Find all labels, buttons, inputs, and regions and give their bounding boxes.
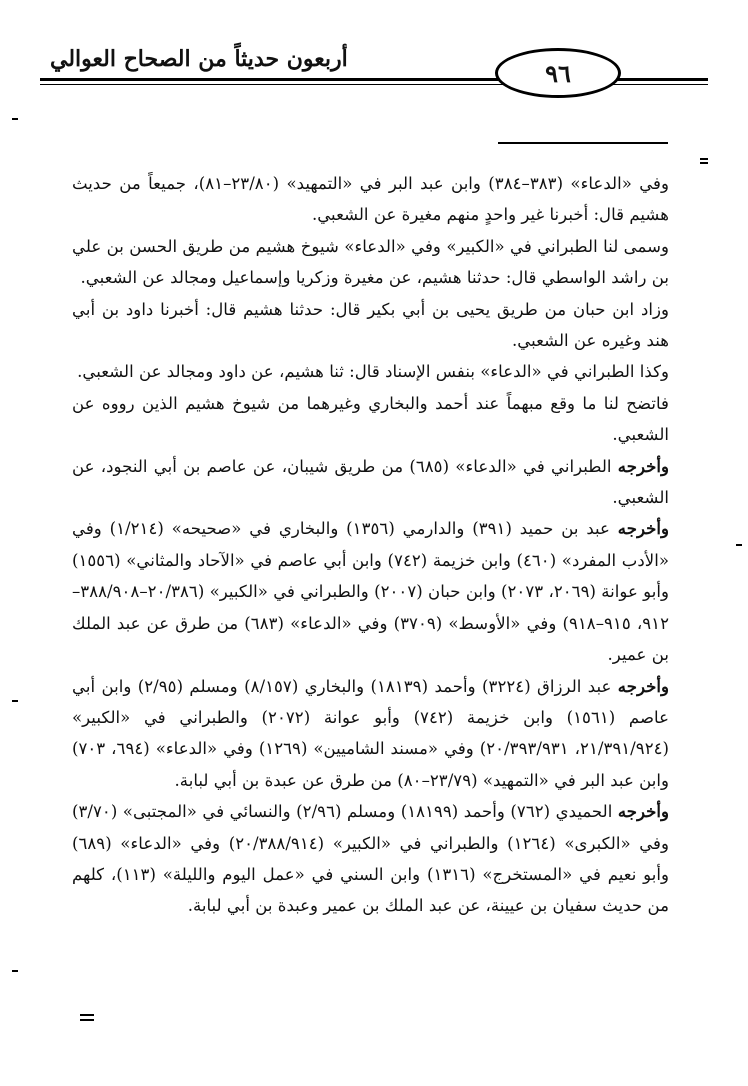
paragraph — [72, 513, 669, 670]
paragraph — [72, 356, 669, 387]
paragraph-text: وفي «الدعاء» (٣٨٣–٣٨٤) وابن عبد البر في «التمهيد» (٢٣/٨٠–٨١)، جميعاً من حديث هشيم قال: أخبرنا غير واحدٍ منهم مغيرة عن الشعبي. — [72, 174, 669, 225]
edge-mark — [700, 162, 708, 164]
paragraph-text: الطبراني في «الدعاء» (٦٨٥) من طريق شيبان، عن عاصم بن أبي النجود، عن الشعبي. — [72, 456, 669, 508]
paragraph-text: فاتضح لنا ما وقع مبهماً عند أحمد والبخاري وغيرهما من شيوخ هشيم الذين رووه عن الشعبي. — [72, 393, 669, 445]
paragraph — [72, 388, 669, 451]
paragraph-lead: وأخرجه — [617, 801, 670, 822]
paragraph — [72, 168, 669, 231]
paragraph-text: الحميدي (٧٦٢) وأحمد (١٨١٩٩) ومسلم (٢/٩٦) والنسائي في «المجتبى» (٣/٧٠) وفي «الكبرى» (١٢٦٤) والطبراني في «الكبير» (٢٠/٣٨٨/٩١٤) وفي «الدعاء» (٦٨٩) وأبو نعيم في «المستخرج» (١٣١٦) وابن السني في «عمل اليوم والليلة» (١١٣)، كلهم من حديث سفيان بن عيينة، عن عبد الملك بن عمير وعبدة بن أبي لبابة. — [72, 802, 669, 916]
paragraph — [72, 451, 669, 514]
section-separator — [498, 142, 668, 144]
paragraph-text: وسمى لنا الطبراني في «الكبير» وفي «الدعاء» شيوخ هشيم من طريق الحسن بن علي بن راشد الواسطي قال: حدثنا هشيم، عن مغيرة وزكريا وإسماعيل ومجالد عن الشعبي. — [72, 236, 669, 288]
end-mark — [80, 1019, 94, 1021]
margin-tick — [12, 700, 18, 702]
paragraph-lead: وأخرجه — [617, 455, 669, 476]
paragraph-text: وزاد ابن حبان من طريق يحيى بن أبي بكير قال: حدثنا هشيم قال: أخبرنا داود بن أبي هند وغيره عن الشعبي. — [72, 299, 669, 351]
margin-tick — [12, 970, 18, 972]
page-header — [40, 40, 708, 100]
paragraph — [72, 796, 669, 922]
margin-tick — [736, 544, 742, 546]
running-title: أربعون حديثاً من الصحاح العوالي — [50, 46, 348, 72]
paragraph — [72, 294, 669, 357]
end-mark — [80, 1014, 94, 1016]
paragraph-lead: وأخرجه — [617, 518, 669, 539]
paragraph-text: عبد بن حميد (٣٩١) والدارمي (١٣٥٦) والبخاري في «صحيحه» (١/٢١٤) وفي «الأدب المفرد» (٤٦٠) وابن خزيمة (٧٤٢) وابن أبي عاصم في «الآحاد والمثاني» (١٥٥٦) وأبو عوانة (٢٠٦٩، ٢٠٧٣) وابن حبان (٢٠٠٧) والطبراني في «الكبير» (٢٠/٣٨٦–٣٨٨/٩٠٨–٩١٢، ٩١٥–٩١٨) وفي «الأوسط» (٣٧٠٩) وفي «الدعاء» (٦٨٣) من طرق عن عبد الملك بن عمير. — [72, 519, 670, 665]
main-text — [72, 168, 669, 922]
paragraph-text: وكذا الطبراني في «الدعاء» بنفس الإسناد قال: ثنا هشيم، عن داود ومجالد عن الشعبي. — [77, 362, 669, 382]
edge-mark — [700, 158, 708, 160]
margin-tick — [12, 118, 18, 120]
paragraph — [72, 671, 669, 797]
paragraph-text: عبد الرزاق (٣٢٢٤) وأحمد (١٨١٣٩) والبخاري (٨/١٥٧) ومسلم (٢/٩٥) وابن أبي عاصم (١٥٦١) وابن خزيمة (٧٤٢) وأبو عوانة (٢٠٧٢) والطبراني في «الكبير» (٢١/٣٩١/٩٢٤، ٢٠/٣٩٣/٩٣١) وفي «مسند الشاميين» (١٢٦٩) وفي «الدعاء» (٦٩٤، ٧٠٣) وابن عبد البر في «التمهيد» (٢٣/٧٩–٨٠) من طرق عن عبدة بن أبي لبابة. — [72, 676, 670, 790]
paragraph — [72, 231, 669, 294]
paragraph-lead: وأخرجه — [617, 675, 669, 696]
page-number: ٩٦ — [495, 48, 621, 98]
